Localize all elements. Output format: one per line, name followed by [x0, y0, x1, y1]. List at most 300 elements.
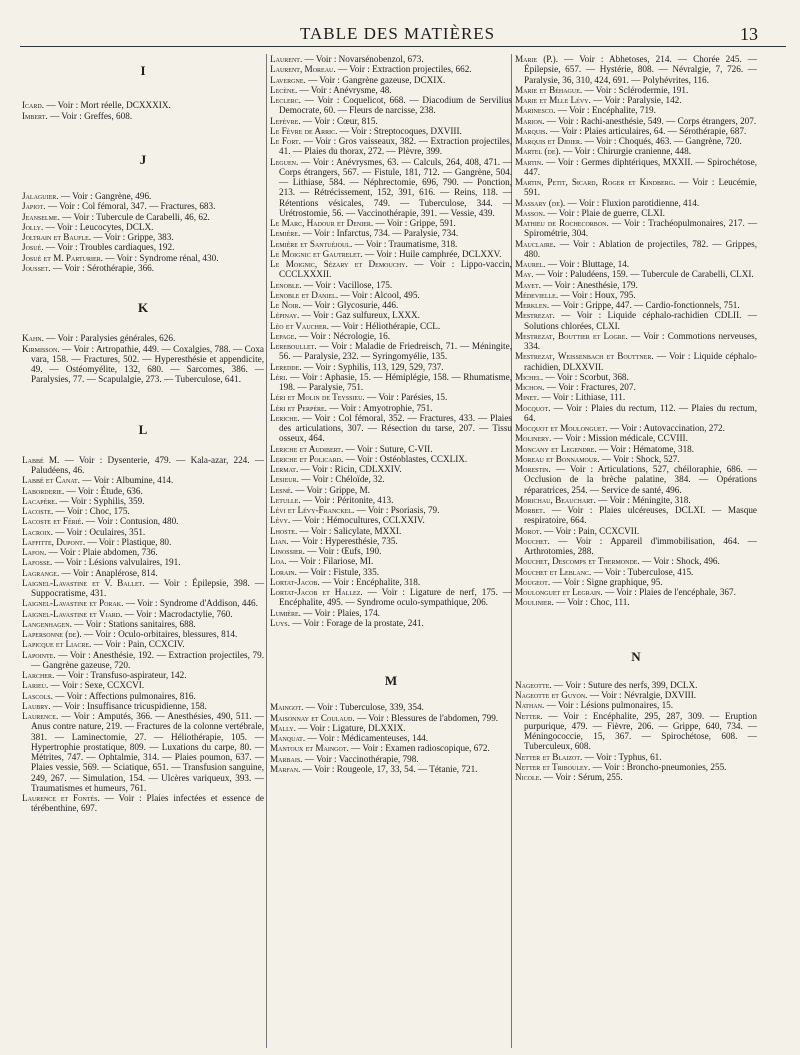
entry-references: — Voir : Streptocoques, DXVIII. [337, 125, 462, 136]
index-entry [515, 526, 757, 536]
author-name: Laurent. [270, 54, 303, 64]
entry-references: — Voir : Anévrysmes, 63. — Calculs, 264, 408, 471. — Corps étrangers, 567. — Fistule, 181, 712. — Gangrène, 504. — Lithiase, 584. — Néphrectomie, 696, 790. — Ponction, 213. — Rétrécissement, 152, 391, 616. — Reins, 118. — Rétentions vésicales, 749. — Tuberculose, 344. — Urétrostomie, 56. — Vaccinothérapie, 391. — Vessie, 439. [279, 156, 512, 218]
index-entry [22, 639, 264, 649]
entry-references: — Voir : Sérum, 255. [541, 772, 623, 782]
entry-references: — Voir : Salicylate, MXXI. [297, 525, 402, 536]
index-entry [515, 146, 757, 156]
section-letter: L [138, 421, 148, 437]
entry-references: — Voir : Aphasie, 15. — Hémiplégie, 158. — Rhumatisme, 198. — Paralysie, 751. [279, 371, 512, 392]
author-name: Mauclaire. [515, 238, 556, 249]
index-entry [22, 568, 264, 578]
entry-references: — Voir : Shock, 527. [599, 453, 680, 464]
author-name: Mestrezat, Bouttier et Logre. [515, 330, 628, 341]
index-entry [270, 733, 512, 743]
index-entry [515, 680, 757, 690]
index-entry [270, 403, 512, 413]
author-name: Morbet. [515, 505, 546, 515]
entry-references: — Voir : Paludéens, 159. — Tubercule de Carabelli, CLXI. [533, 269, 754, 280]
author-name: Labbé M. [22, 454, 60, 465]
entry-references: — Voir : Psoriasis, 79. [354, 505, 440, 515]
entry-references: — Voir : Filariose, MI. [286, 556, 374, 567]
index-entry [22, 100, 264, 110]
index-entry [22, 455, 264, 476]
entry-references: — Voir : Méningite, 318. [595, 494, 691, 505]
index-entry [515, 711, 757, 752]
index-entry [270, 239, 512, 249]
author-name: Maurel. [515, 259, 546, 269]
entry-references: — Voir : Encéphalite, 295, 287, 309. — Eruption purpurique, 479. — Fièvre, 206. — Grippe, 640, 734. — Méningococcie, 15, 367. — Spirochétose, 608. — Tuberculeux, 608. [524, 710, 757, 752]
author-name: Lacoste et Férié. [22, 516, 84, 527]
index-entry [22, 344, 264, 385]
index-entry [515, 218, 757, 239]
author-name: Leriche et Audibert. [270, 443, 344, 454]
author-name: Mocquot. [515, 402, 551, 413]
author-name: Laborderie. [22, 485, 65, 496]
entry-references: — Voir : Forage de la prostate, 241. [289, 617, 424, 628]
author-name: Manquat. [270, 733, 306, 743]
index-entry [270, 341, 512, 362]
index-entry [22, 333, 264, 343]
author-name: Lacroix. [22, 526, 53, 537]
index-entry [515, 700, 757, 710]
entry-references: — Voir : Péritonite, 413. [300, 494, 394, 505]
author-name: Mouchet, Descomps et Thermonde. [515, 556, 640, 567]
index-entry [270, 608, 512, 618]
entry-references: — Voir : Scorbut, 368. [543, 371, 629, 382]
index-column-3 [515, 54, 757, 782]
entry-references: — Voir : Sclérodermie, 191. [582, 84, 689, 95]
author-name: Masson. [515, 207, 546, 218]
entry-references: — Voir : Rougeole, 17, 33, 54. — Tétanie, 721. [300, 763, 478, 774]
index-entry [270, 546, 512, 556]
author-name: Lesné. [270, 484, 293, 495]
index-entry [22, 557, 264, 567]
index-entry [515, 690, 757, 700]
index-entry [515, 290, 757, 300]
entry-references: — Voir : Liquide céphalo-rachidien, DLXXVII. [524, 351, 757, 372]
page-title: TABLE DES MATIÈRES [300, 24, 496, 43]
index-entry [270, 54, 512, 64]
header-rule [20, 46, 786, 47]
page-header [0, 22, 800, 52]
entry-references: — Voir : Choqués, 463. — Gangrène, 720. [582, 136, 742, 146]
index-entry [515, 444, 757, 454]
author-name: Le Moignic et Gautrelet. [270, 248, 363, 259]
author-name: Mestrezat, Weissenbach et Bouttner. [515, 351, 654, 362]
index-column-1 [22, 54, 264, 814]
entry-references: — Voir : Col fémoral, 352. — Fractures, 433. — Plaies des articulations, 307. — Résection du tarse, 207. — Tissu osseux, 464. [279, 412, 512, 444]
entry-references: — Voir : Héliothérapie, CCL. [328, 320, 441, 331]
index-entry [22, 527, 264, 537]
author-name: Le Fèvre de Arric. [270, 125, 338, 136]
author-name: Maisonnay et Coulaud. [270, 712, 355, 723]
index-entry [515, 198, 757, 208]
author-name: Martin, Petit, Sicard, Roger et Kindberg. [515, 177, 676, 187]
index-entry [22, 691, 264, 701]
index-entry [22, 506, 264, 516]
index-entry [22, 609, 264, 619]
index-entry [515, 762, 757, 772]
author-name: Laurence. [22, 711, 59, 721]
index-entry [270, 218, 512, 228]
index-entry [22, 516, 264, 526]
author-name: Larieu. [22, 680, 49, 691]
author-name: Le Noir. [270, 300, 301, 310]
entry-references: — Voir : Autovaccination, 272. [607, 423, 725, 433]
entry-references: — Voir : Leucocytes, DCLX. [43, 221, 154, 232]
index-entry [22, 486, 264, 496]
index-entry [515, 85, 757, 95]
section-letter: N [631, 648, 641, 664]
entry-references: — Voir : Macrodactylie, 760. [122, 608, 233, 619]
entry-references: — Voir : Anévrysme, 48. [297, 84, 392, 95]
index-entry [270, 474, 512, 484]
author-name: Mouchet. [515, 535, 550, 546]
index-entry [515, 208, 757, 218]
index-entry [515, 772, 757, 782]
entry-references: — Voir : Plaies articulaires, 64. — Sérothérapie, 687. [547, 125, 747, 136]
index-entry [515, 433, 757, 443]
entry-references: — Voir : Mort réelle, DCXXXIX. [44, 100, 171, 111]
entry-references: — Voir : Dysenterie, 479. — Kala-azar, 224. — Paludéens, 46. [31, 454, 264, 475]
author-name: Marquis et Didier. [515, 136, 583, 146]
author-name: Lavergne. [270, 74, 306, 85]
author-name: Kahn. [22, 333, 44, 344]
section-letter: K [137, 300, 149, 315]
author-name: Marie et Mlle Lévy. [515, 95, 591, 105]
index-entry [22, 242, 264, 252]
author-name: Josué. [22, 242, 44, 253]
index-entry [270, 259, 512, 280]
entry-references: — Voir : Lésions pulmonaires, 15. [544, 700, 674, 711]
entry-references: — Voir : Contusion, 480. [83, 516, 179, 527]
author-name: Jeanselme. [22, 211, 60, 222]
author-name: Mestrezat. [515, 310, 555, 321]
index-entry [515, 556, 757, 566]
index-entry [515, 177, 757, 198]
entry-references: — Voir : Extraction projectiles, 662. [335, 64, 472, 75]
author-name: Le Marc, Hadour et Denier. [270, 218, 374, 228]
author-name: Laurence et Fontès. [22, 793, 100, 803]
entry-references: — Voir : Choc, 111. [553, 597, 630, 608]
author-name: Labbé et Canat. [22, 475, 80, 486]
author-name: Kirmisson. [22, 343, 60, 354]
entry-references: — Voir : Chirurgie cranienne, 448. [560, 146, 691, 157]
author-name: Lenoble et Daniel. [270, 289, 339, 300]
entry-references: — Voir : Ricin, CDLXXIV. [298, 464, 402, 474]
index-entry [270, 126, 512, 136]
index-entry [270, 464, 512, 474]
entry-references: — Voir : Vaccinothérapie, 798. [302, 753, 419, 764]
author-name: Lenoble. [270, 279, 302, 290]
index-entry [515, 300, 757, 310]
entry-references: — Voir : Plaies infectées et essence de térébenthine, 697. [31, 793, 264, 814]
author-name: Michel. [515, 371, 544, 382]
entry-references: — Voir : Lésions valvulaires, 191. [52, 557, 181, 568]
entry-references: — Voir : Hématome, 318. [596, 443, 695, 454]
author-name: Marquis. [515, 125, 548, 136]
index-entry [270, 331, 512, 341]
index-entry [270, 300, 512, 310]
entry-references: — Voir : Cœur, 815. [300, 115, 378, 126]
author-name: Marie (P.). [515, 54, 559, 64]
author-name: Luys. [270, 617, 290, 628]
entry-references: — Voir : Col fémoral, 347. — Fractures, 683. [45, 201, 216, 212]
entry-references: — Voir : Ablation de projectiles, 782. — Grippes, 480. [524, 238, 757, 259]
index-entry [22, 253, 264, 263]
index-entry [22, 711, 264, 793]
entry-references: — Voir : Leucémie, 591. [524, 177, 757, 198]
author-name: Lapicque et Liacre. [22, 639, 92, 650]
index-entry [270, 454, 512, 464]
entry-references: — Voir : Grippe, 383. [91, 232, 174, 242]
author-name: Mayet. [515, 279, 541, 290]
index-entry [22, 598, 264, 608]
entry-references: — Voir : Grippe, 591. [373, 218, 456, 228]
author-name: Mantoux et Maingot. [270, 743, 349, 754]
author-name: Leguen. [270, 156, 299, 167]
entry-references: — Voir : Mission médicale, CCVIII. [551, 433, 688, 444]
section-letter: J [139, 151, 147, 167]
author-name: Lereboullet. [270, 341, 317, 351]
author-name: Morestin. [515, 464, 551, 474]
author-name: Japiot. [22, 201, 46, 212]
index-entry [515, 423, 757, 433]
index-entry [270, 85, 512, 95]
author-name: Netter. [515, 710, 543, 721]
entry-references: — Voir : Liquide céphalo-rachidien CDLII. — Solutions chlorées, CLXI. [524, 310, 757, 331]
author-name: Léri et Molin de Teyssieu. [270, 392, 365, 403]
entry-references: — Voir : Plaies, 174. [300, 607, 380, 618]
entry-references: — Voir : Commotions nerveuses, 334. [524, 330, 757, 351]
author-name: Lian. [270, 535, 289, 546]
index-entry [270, 526, 512, 536]
index-entry [22, 496, 264, 506]
entry-references: — Voir : Grippe, 447. — Cardio-fonctionnels, 751. [549, 300, 740, 310]
author-name: Léri. [270, 371, 288, 382]
author-name: Morichau, Beauchart. [515, 494, 596, 505]
entry-references: — Voir : Œufs, 190. [304, 546, 382, 556]
index-entry [22, 619, 264, 629]
entry-references: — Voir : Trachéopulmonaires, 217. — Spirométrie, 304. [524, 218, 758, 239]
author-name: Massary (de). [515, 197, 566, 208]
index-entry [515, 464, 757, 495]
entry-references: — Voir : Ostéoblastes, CCXLIX. [343, 453, 468, 464]
index-entry [515, 259, 757, 269]
author-name: Nathan. [515, 700, 545, 711]
author-name: Médevielle. [515, 289, 559, 300]
entry-references: — Voir : Shock, 496. [639, 556, 720, 567]
entry-references: — Voir : Greffes, 608. [47, 110, 133, 121]
index-entry [22, 680, 264, 690]
entry-references: — Voir : Amputés, 366. — Anesthésies, 490, 511. — Anus contre nature, 219. — Fractures de la colonne vertébrale, 381. — Laminectomie, 27. — Héliothérapie, 105. — Hypertrophie prostatique, 809. — Luxations du carpe, 80. — Métrites, 747. — Ophtalmie, 314. — Plaies poumon, 637. — Plaies vessie, 569. — Sciatique, 651. — Transfusion sanguine, 249, 267. — Simulation, 154. — Ulcères variqueux, 393. — Traumatismes et humeurs, 761. [31, 711, 264, 793]
index-entry [515, 597, 757, 607]
entry-references: — Voir : Broncho-pneumonies, 255. [590, 761, 727, 772]
author-name: Laffitte, Dupont. [22, 536, 86, 547]
entry-references: — Voir : Alcool, 495. [338, 289, 420, 300]
index-entry [270, 577, 512, 587]
author-name: Minet. [515, 392, 540, 403]
author-name: Lévy. [270, 515, 291, 526]
author-name: Imbert. [22, 110, 48, 121]
author-name: Marinesco. [515, 105, 556, 116]
entry-references: — Voir : Lithiase, 111. [539, 392, 626, 403]
entry-references: — Voir : Vacillose, 175. [301, 279, 393, 290]
entry-references: — Voir : Encéphalite, 719. [555, 105, 656, 116]
index-entry [270, 290, 512, 300]
author-name: Jousset. [22, 262, 51, 273]
index-entry [22, 111, 264, 121]
entry-references: — Voir : Plaies de l'encéphale, 367. [602, 587, 736, 597]
index-entry [270, 515, 512, 525]
entry-references: — Voir : Transfuso-aspirateur, 142. [54, 670, 187, 680]
author-name: Netter et Blaizot. [515, 751, 583, 762]
author-name: Lacoste. [22, 506, 54, 516]
index-entry [515, 495, 757, 505]
author-name: Jalaguier. [22, 191, 59, 201]
index-entry [515, 157, 757, 178]
author-name: Laignel-Lavastine et Viard. [22, 608, 123, 619]
author-name: Lafosse. [22, 557, 53, 568]
entry-references: — Voir : Ligature, DLXXIX. [295, 722, 406, 733]
index-entry [270, 75, 512, 85]
author-name: Marfan. [270, 763, 301, 774]
index-entry [22, 232, 264, 242]
entry-references: — Voir : Tuberculose, 415. [591, 566, 694, 577]
entry-references: — Voir : Chéloïde, 32. [298, 474, 385, 485]
index-entry [515, 587, 757, 597]
entry-references: — Voir : Abhetoses, 214. — Chorée 245. — Épilepsie, 657. — Hystérie, 808. — Névralgie, 7, 726. — Paralysie, 36, 310, 424, 691. — Polyhévrites, 116. [524, 54, 757, 85]
index-entry [22, 263, 264, 273]
index-entry [22, 547, 264, 557]
author-name: Mally. [270, 722, 296, 733]
entry-references: — Voir : Ligature de nerf, 175. — Encéphalite, 495. — Syndrome oculo-sympathique, 206. [279, 587, 512, 608]
entry-references: — Voir : Fractures, 207. [544, 382, 636, 392]
index-entry [22, 650, 264, 671]
index-entry [270, 444, 512, 454]
index-column-2 [270, 54, 512, 774]
entry-references: — Voir : Syphilis, 113, 129, 529, 737. [301, 361, 444, 372]
entry-references: — Voir : Appareil d'immobilisation, 464. — Arthrotomies, 288. [524, 535, 757, 556]
author-name: Lesieur. [270, 474, 299, 485]
entry-references: — Voir : Anaplérose, 814. [59, 567, 158, 578]
author-name: Lermat. [270, 464, 299, 474]
index-entry [515, 136, 757, 146]
index-entry [515, 403, 757, 424]
index-entry [270, 136, 512, 157]
index-entry [515, 331, 757, 352]
entry-references: — Voir : Tuberculose, 339, 354. [303, 702, 424, 713]
entry-references: — Voir : Amyotrophie, 751. [326, 402, 433, 413]
entry-references: — Voir : Anesthésie, 192. — Extraction projectiles, 79. — Gangrène gazeuse, 720. [31, 649, 264, 670]
entry-references: — Voir : Paralysie, 142. [590, 95, 682, 105]
author-name: Maingot. [270, 702, 304, 713]
index-entry [270, 116, 512, 126]
entry-references: — Voir : Examen radioscopique, 672. [348, 743, 490, 754]
entry-references: — Voir : Nécrologie, 16. [296, 330, 391, 341]
author-name: Lecène. [270, 84, 298, 95]
entry-references: — Voir : Signe graphique, 95. [550, 576, 663, 587]
author-name: Nageotte et Guyon. [515, 690, 588, 700]
entry-references: — Voir : Maladie de Friedreisch, 71. — Méningite, 56. — Paralysie, 232. — Syringomyélie, 135. [279, 341, 512, 362]
author-name: Mathieu de Rochecorbon. [515, 218, 609, 228]
author-name: Le Moignic, Sézary et Demouchy. [270, 259, 408, 269]
author-name: Lévi et Lévy-Franckel. [270, 505, 355, 515]
entry-references: — Voir : Infarctus, 734. — Paralysie, 734. [300, 228, 459, 239]
index-entry [22, 793, 264, 814]
index-entry [515, 392, 757, 402]
author-name: Léri et Perpère. [270, 402, 327, 413]
entry-references: — Voir : Fistule, 335. [296, 566, 380, 577]
index-entry [22, 201, 264, 211]
index-entry [270, 567, 512, 577]
author-name: Nagеotte. [515, 679, 552, 690]
index-entry [515, 372, 757, 382]
index-entry [515, 536, 757, 557]
section-letter: M [384, 673, 398, 688]
entry-references: — Voir : Choc, 175. [53, 506, 130, 516]
index-entry [270, 95, 512, 116]
author-name: Martel (de). [515, 146, 561, 157]
index-entry [270, 618, 512, 628]
author-name: Lepage. [270, 330, 297, 341]
index-entry [515, 382, 757, 392]
index-entry [270, 157, 512, 219]
author-name: Lemière. [270, 228, 301, 239]
entry-references: — Voir : Bluttage, 14. [545, 259, 630, 269]
author-name: Larcher. [22, 670, 55, 680]
entry-references: — Voir : Gangrène, 496. [58, 191, 152, 201]
index-entry [270, 413, 512, 444]
author-name: Mocquot et Moulonguet. [515, 423, 608, 433]
author-name: Leclerc. [270, 95, 301, 105]
index-entry [515, 505, 757, 526]
index-entry [515, 310, 757, 331]
entry-references: — Voir : Huile camphrée, DCLXXV. [362, 248, 502, 259]
entry-references: — Voir : Épilepsie, 398. — Suppocratisme, 431. [31, 577, 265, 598]
author-name: Joltrain et Baufle. [22, 232, 92, 242]
author-name: Leriche. [270, 412, 300, 423]
index-entry [515, 116, 757, 126]
index-entry [270, 485, 512, 495]
entry-references: — Voir : Oculaires, 351. [52, 526, 146, 537]
entry-references: — Voir : Plaies ulcéreuses, DCLXI. — Masque respiratoire, 664. [524, 505, 757, 526]
column-divider [266, 54, 267, 1048]
index-entry [270, 228, 512, 238]
entry-references: — Voir : Suture, C-VII. [343, 443, 433, 454]
index-entry [270, 505, 512, 515]
entry-references: — Voir : Syphilis, 359. [57, 495, 145, 506]
index-entry [270, 713, 512, 723]
entry-references: — Voir : Gaz sulfureux, LXXX. [299, 310, 420, 321]
index-entry [270, 64, 512, 74]
index-entry [22, 475, 264, 485]
index-entry [270, 249, 512, 259]
author-name: Mouchet et Leblanc. [515, 566, 592, 577]
entry-references: — Voir : Sérothérapie, 366. [50, 262, 155, 273]
index-entry [270, 587, 512, 608]
index-entry [270, 536, 512, 546]
entry-references: — Voir : Fluxion parotidienne, 414. [565, 197, 700, 208]
author-name: Langenhagen. [22, 618, 72, 629]
author-name: Lefèvre. [270, 115, 301, 126]
index-entry [515, 105, 757, 115]
author-name: Lumière. [270, 607, 301, 618]
index-entry [515, 577, 757, 587]
entry-references: — Voir : Troubles cardiaques, 192. [43, 242, 175, 253]
index-entry [515, 269, 757, 279]
entry-references: — Voir : Pain, CCXCIV. [91, 639, 185, 650]
